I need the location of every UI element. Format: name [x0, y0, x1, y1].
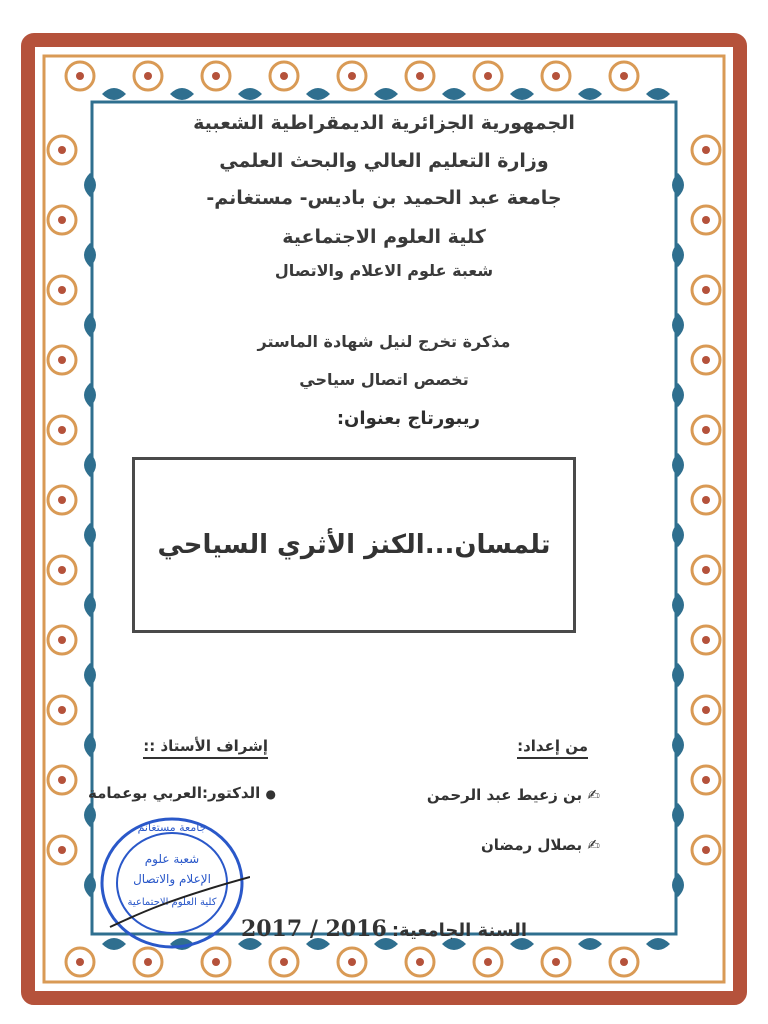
- thesis-title: تلمسان...الكنز الأثري السياحي: [157, 530, 551, 560]
- title-box: [132, 457, 576, 633]
- stamp-ring-text: جامعة مستغانم: [137, 821, 207, 834]
- faculty-heading: كلية العلوم الاجتماعية: [282, 226, 486, 248]
- student-2: ✍ بصلال رمضان: [481, 836, 600, 854]
- preparation-label: من إعداد:: [517, 737, 588, 755]
- pen-icon: ✍: [587, 786, 600, 804]
- supervision-label: إشراف الأستاذ ::: [143, 737, 268, 755]
- university-heading: جامعة عبد الحميد بن باديس- مستغانم-: [206, 187, 562, 209]
- student-1: ✍ بن زعيط عبد الرحمن: [426, 786, 600, 804]
- thesis-specialty: تخصص اتصال سياحي: [299, 370, 469, 389]
- stamp-line-3: كلية العلوم الاجتماعية: [127, 897, 217, 908]
- stamp-line-1: شعبة علوم: [144, 852, 200, 866]
- report-label: ريبورتاج بعنوان:: [336, 408, 480, 429]
- academic-year-label: السنة الجامعية:: [391, 920, 528, 941]
- thesis-type: مذكرة تخرج لنيل شهادة الماستر: [257, 332, 511, 351]
- supervisor-name: ● الدكتور:العربي بوعمامة: [88, 784, 276, 802]
- stamp-line-2: الإعلام والاتصال: [133, 872, 211, 886]
- academic-year-value: 2017 / 2016: [240, 916, 387, 942]
- republic-heading: الجمهورية الجزائرية الديمقراطية الشعبية: [193, 112, 575, 134]
- pen-icon: ✍: [587, 836, 600, 854]
- official-stamp: [100, 815, 250, 955]
- department-heading: شعبة علوم الاعلام والاتصال: [274, 261, 494, 280]
- ministry-heading: وزارة التعليم العالي والبحث العلمي: [219, 150, 549, 172]
